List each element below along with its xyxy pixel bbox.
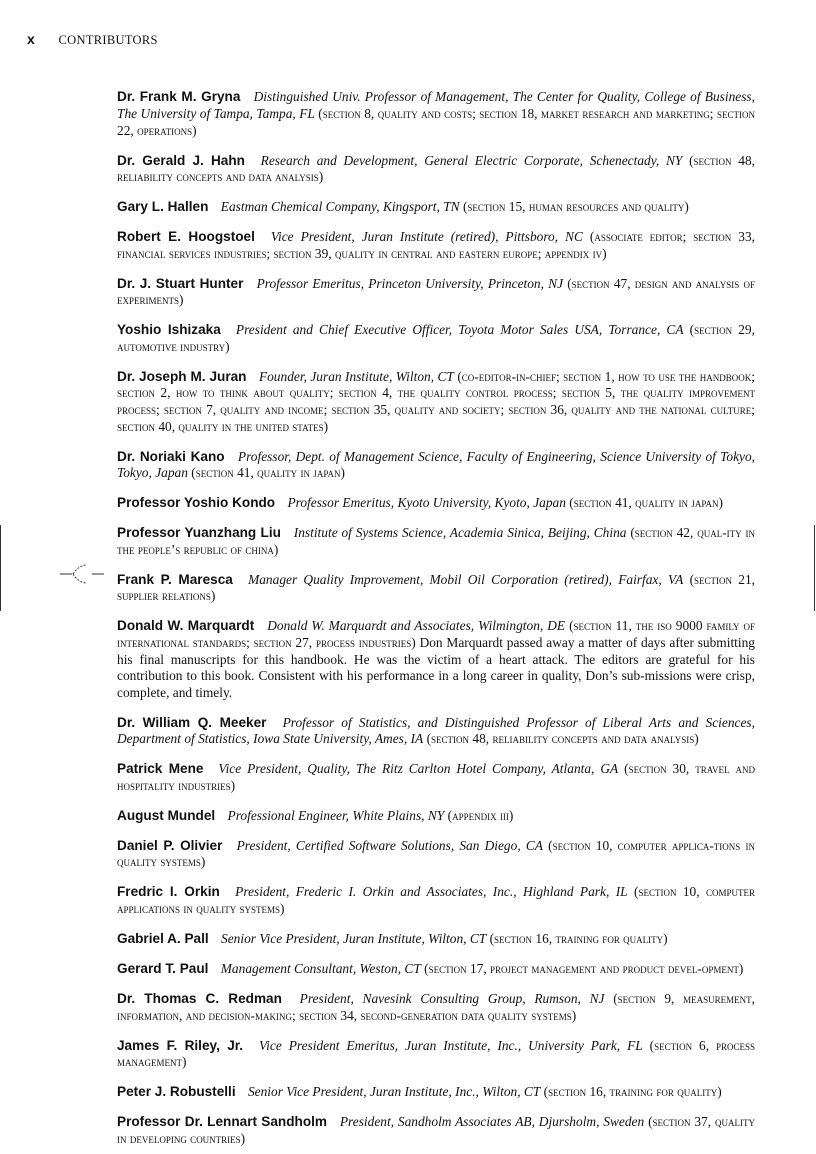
contributor-affiliation: Institute of Systems Science, Academia Sinica, Beijing, China — [293, 525, 627, 541]
contributor-entry — [117, 884, 755, 917]
contributor-entry — [117, 808, 755, 825]
running-title: CONTRIBUTORS — [58, 33, 158, 47]
contributor-name: Professor Dr. Lennart Sandholm — [117, 1114, 328, 1130]
contributor-sections: (section 48, reliability concepts and data analysis) — [426, 731, 699, 747]
contributor-sections: (associate editor; section 33, financial services industries; section 39, quality in central and eastern europe; appendix iv) — [117, 229, 755, 261]
contributor-name: Dr. William Q. Meeker — [117, 714, 267, 730]
contributor-entry — [117, 715, 755, 748]
contributor-affiliation: Distinguished Univ. Professor of Management, The Center for Quality, College of Business, The University of Tampa, Tampa, FL — [117, 89, 755, 121]
contributor-entry — [117, 322, 755, 355]
contributor-name: Dr. Joseph M. Juran — [117, 368, 247, 384]
contributor-entry — [117, 495, 755, 512]
contributor-entry — [117, 199, 755, 216]
left-margin-rule — [0, 525, 1, 611]
contributor-sections: (section 47, design and analysis of experiments) — [117, 275, 755, 308]
contributor-sections: (section 10, computer applica-tions in quality systems) — [117, 837, 755, 870]
contributor-affiliation: Senior Vice President, Juran Institute, Inc., Wilton, CT — [247, 1084, 541, 1100]
contributor-sections: (section 41, quality in japan) — [191, 465, 345, 481]
contributor-entry — [117, 229, 755, 262]
contributor-name: Dr. J. Stuart Hunter — [117, 275, 244, 291]
contributor-sections: (section 37, quality in developing countries) — [117, 1114, 755, 1146]
contributor-name: Dr. Gerald J. Hahn — [117, 152, 245, 168]
contributor-sections: (section 11, the iso 9000 family of international standards; section 27, process industries) — [117, 618, 755, 650]
contributor-name: Frank P. Maresca — [117, 571, 233, 587]
contributor-name: Gabriel A. Pall — [117, 931, 209, 946]
contributor-affiliation: Vice President, Quality, The Ritz Carlton Hotel Company, Atlanta, GA — [218, 761, 619, 777]
contributor-entry — [117, 276, 755, 309]
contributor-name: Daniel P. Olivier — [117, 837, 223, 853]
contributor-sections: (section 29, automotive industry) — [117, 322, 755, 354]
contributor-entry — [117, 1038, 755, 1071]
contributor-affiliation: President, Navesink Consulting Group, Rumson, NJ — [299, 990, 605, 1006]
contributor-affiliation: Senior Vice President, Juran Institute, Wilton, CT — [221, 931, 487, 946]
contributor-affiliation: Research and Development, General Electric Corporate, Schenectady, NY — [260, 152, 683, 168]
contributor-affiliation: Eastman Chemical Company, Kingsport, TN — [220, 199, 460, 215]
contributor-name: Robert E. Hoogstoel — [117, 229, 255, 245]
running-header — [27, 31, 158, 48]
contributor-sections: (section 16, training for quality) — [543, 1084, 722, 1100]
contributor-name: Donald W. Marquardt — [117, 618, 255, 634]
contributor-affiliation: President and Chief Executive Officer, Toyota Motor Sales USA, Torrance, CA — [235, 322, 684, 338]
contributor-affiliation: President, Sandholm Associates AB, Djursholm, Sweden — [339, 1114, 645, 1130]
contributor-affiliation: Vice President Emeritus, Juran Institute, Inc., University Park, FL — [259, 1037, 643, 1053]
contributor-sections: (section 8, quality and costs; section 18, market research and marketing; section 22, operations) — [117, 105, 755, 138]
contributor-name: Gerard T. Paul — [117, 960, 209, 976]
contributor-entry — [117, 153, 755, 186]
contributor-affiliation: Professor of Statistics, and Distinguished Professor of Liberal Arts and Sciences, Department of Statistics, Iowa State University, Ames, IA — [117, 714, 755, 747]
contributor-sections: (section 16, training for quality) — [489, 931, 668, 946]
contributor-sections: (co-editor-in-chief; section 1, how to use the handbook; section 2, how to think about quality; section 4, the quality control process; section 5, the quality improvement process; section 7, quality and income; section 35, quality and society; section 36, quality and the national culture; section 40, quality in the united states) — [117, 368, 755, 434]
contributor-sections: (section 10, computer applications in quality systems) — [117, 884, 755, 917]
contributor-affiliation: Management Consultant, Weston, CT — [220, 960, 421, 976]
contributor-entry — [117, 369, 755, 435]
contributor-name: Dr. Noriaki Kano — [117, 448, 225, 464]
contributor-affiliation: President, Frederic I. Orkin and Associates, Inc., Highland Park, IL — [235, 884, 628, 900]
contributor-affiliation: Founder, Juran Institute, Wilton, CT — [258, 368, 454, 384]
contributor-entry — [117, 618, 755, 701]
contributors-list — [117, 76, 755, 1154]
revision-mark-icon — [60, 563, 104, 585]
contributor-affiliation: Professor Emeritus, Princeton University, Princeton, NJ — [256, 275, 564, 291]
contributor-affiliation: Professor, Dept. of Management Science, Faculty of Engineering, Science University of Tokyo, Tokyo, Japan — [117, 448, 755, 481]
contributor-sections: (section 9, measurement, information, and decision-making; section 34, second-generation data quality systems) — [117, 990, 755, 1023]
contributor-entry — [117, 991, 755, 1024]
contributor-affiliation: President, Certified Software Solutions, San Diego, CA — [236, 837, 543, 853]
contributor-entry — [117, 525, 755, 558]
contributor-name: Fredric I. Orkin — [117, 884, 220, 900]
contributor-affiliation: Vice President, Juran Institute (retired), Pittsboro, NC — [270, 229, 583, 245]
contributor-affiliation: Professional Engineer, White Plains, NY — [227, 807, 445, 823]
contributor-sections: (section 6, process management) — [117, 1037, 755, 1070]
contributor-name: Dr. Thomas C. Redman — [117, 990, 282, 1006]
contributor-name: Professor Yuanzhang Liu — [117, 525, 281, 541]
contributor-sections: (section 41, quality in japan) — [569, 495, 723, 511]
contributor-sections: (section 42, qual-ity in the people’s republic of china) — [117, 525, 755, 557]
contributor-entry — [117, 931, 755, 948]
contributor-affiliation: Donald W. Marquardt and Associates, Wilmington, DE — [267, 618, 566, 634]
contributor-entry — [117, 572, 755, 605]
contributor-name: August Mundel — [117, 807, 216, 823]
contributor-name: Dr. Frank M. Gryna — [117, 89, 241, 105]
contributor-entry — [117, 89, 755, 139]
contributor-name: James F. Riley, Jr. — [117, 1037, 244, 1053]
contributor-affiliation: Professor Emeritus, Kyoto University, Kyoto, Japan — [287, 495, 566, 511]
contributor-name: Yoshio Ishizaka — [117, 322, 221, 338]
contributor-entry — [117, 961, 755, 978]
contributor-name: Gary L. Hallen — [117, 199, 209, 215]
contributor-entry — [117, 761, 755, 794]
contributor-affiliation: Manager Quality Improvement, Mobil Oil Corporation (retired), Fairfax, VA — [248, 571, 684, 587]
contributor-sections: (appendix iii) — [447, 807, 514, 823]
contributor-entry — [117, 1084, 755, 1101]
contributor-name: Professor Yoshio Kondo — [117, 495, 276, 511]
right-margin-rule — [814, 525, 815, 611]
contributor-entry — [117, 838, 755, 871]
page-number: x — [27, 31, 36, 47]
contributor-sections: (section 48, reliability concepts and data analysis) — [117, 152, 755, 185]
contributor-entry — [117, 1114, 755, 1147]
contributor-sections: (section 30, travel and hospitality industries) — [117, 761, 755, 793]
contributor-sections: (section 21, supplier relations) — [117, 571, 755, 604]
contributor-entry — [117, 449, 755, 482]
contributor-name: Peter J. Robustelli — [117, 1084, 236, 1100]
contributor-memorial-note: Don Marquardt passed away a matter of days after submitting his final manuscripts for this handbook. He was the victim of a heart attack. The editors are grateful for his contribution to this book. Consistent with his performance in a long career in quality, Don’s sub-missions were crisp, complete, and timely. — [117, 634, 755, 700]
contributor-sections: (section 15, human resources and quality) — [462, 199, 689, 215]
contributor-sections: (section 17, project management and product devel-opment) — [424, 960, 744, 976]
contributor-name: Patrick Mene — [117, 761, 204, 777]
